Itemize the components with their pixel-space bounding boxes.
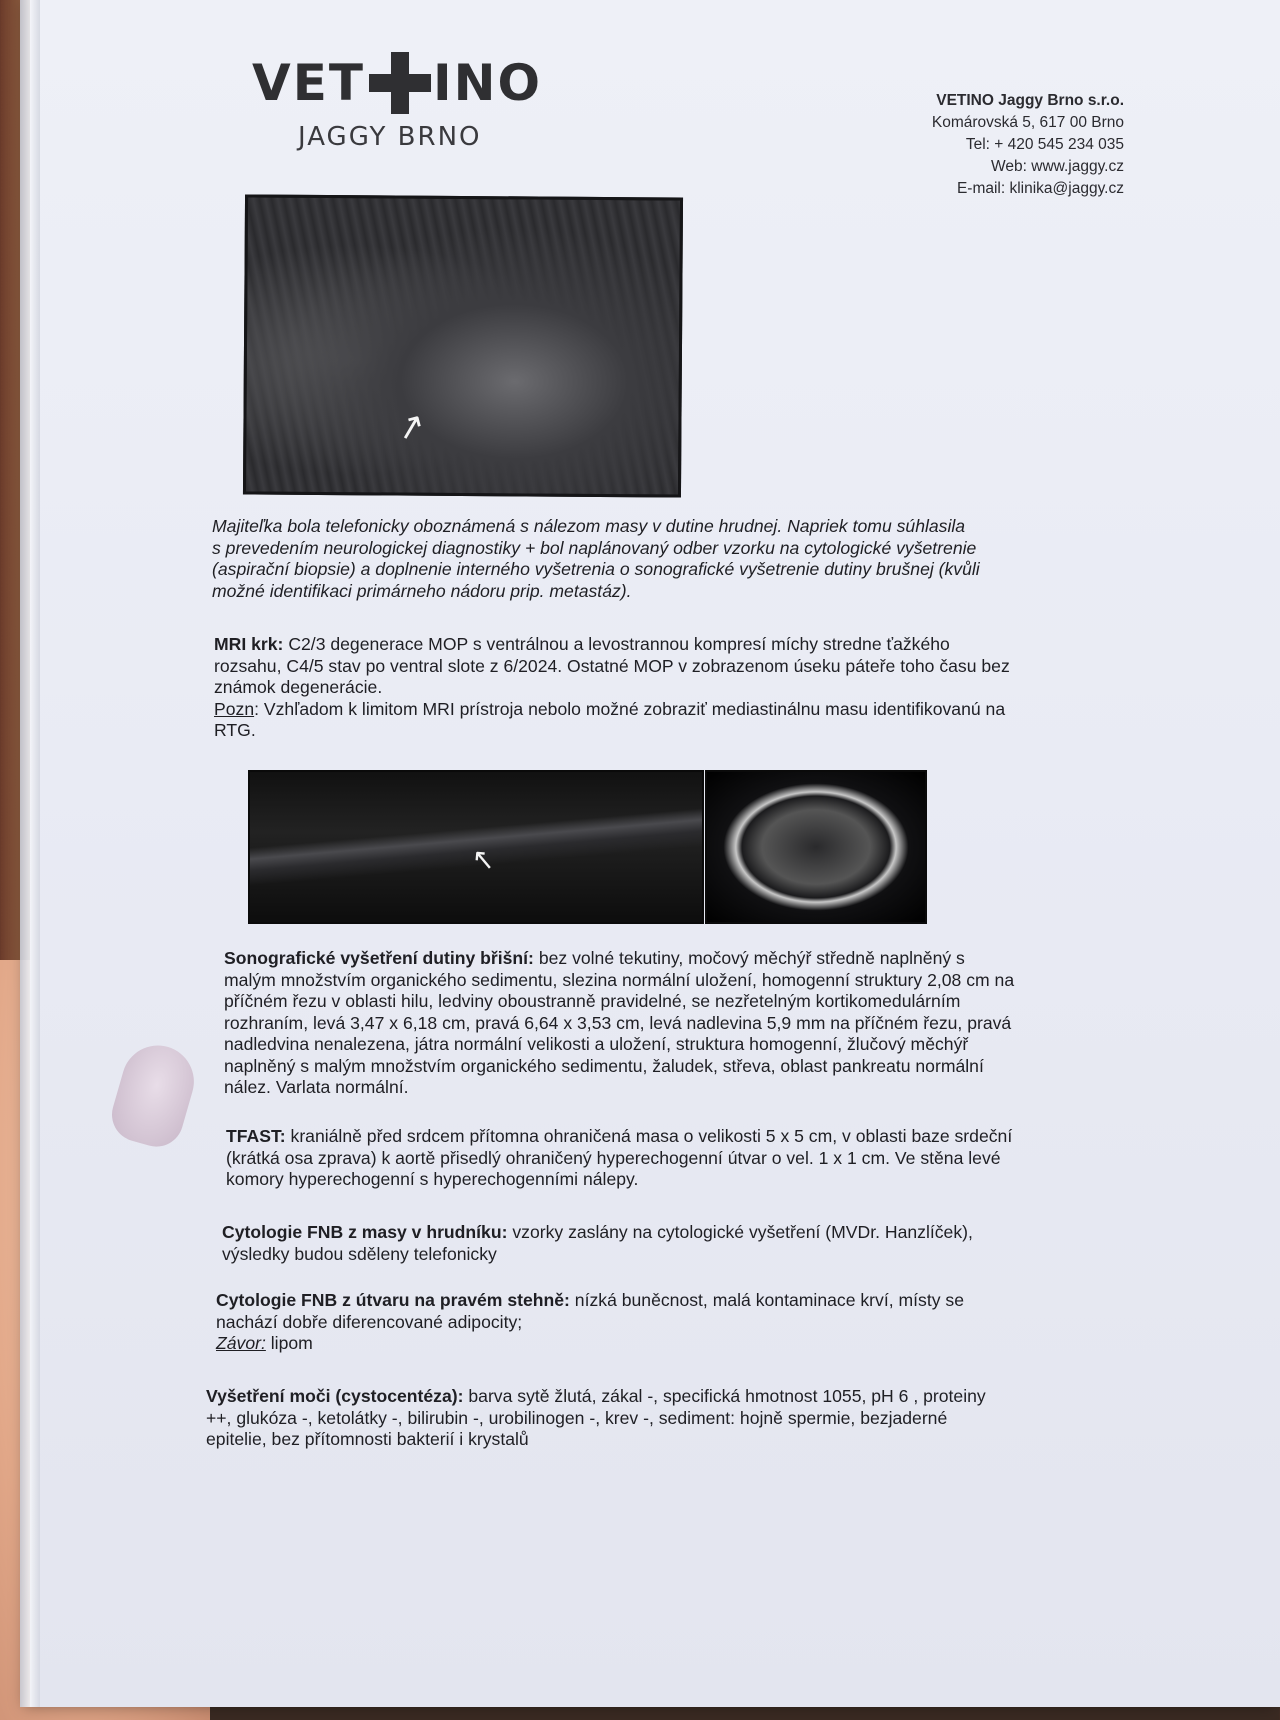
conclusion-value: lipom	[270, 1333, 313, 1353]
cytology-thigh-label: Cytologie FNB z útvaru na pravém stehně:	[216, 1290, 570, 1310]
intro-line: možné identifikaci primárneho nádoru prip. metastáz).	[212, 580, 632, 601]
company-address: Komárovská 5, 617 00 Brno	[931, 114, 1124, 131]
sono-line: nález. Varlata normální.	[224, 1077, 409, 1097]
urine-line: ++, glukóza -, ketolátky -, bilirubin -, urobilinogen -, krev -, sediment: hojně spermie, bezjaderné	[206, 1407, 948, 1428]
sono-line: rozhraním, levá 3,47 x 6,18 cm, pravá 6,64 x 3,53 cm, levá nadlevina 5,9 mm na příčném řezu, pravá	[224, 1012, 1012, 1033]
company-email: E-mail: klinika@jaggy.cz	[956, 180, 1124, 197]
logo-text-right: INO	[433, 54, 542, 112]
logo-subtitle: JAGGY BRNO	[298, 122, 482, 152]
tfast-line: kraniálně před srdcem přítomna ohraničená masa o velikosti 5 x 5 cm, v oblasti baze srdeční	[290, 1126, 1013, 1146]
clinic-contact	[932, 90, 1124, 200]
plastic-sleeve-edge	[20, 0, 40, 1707]
cytology-thigh-section	[216, 1290, 964, 1355]
note-line: : Vzhľadom k limitom MRI prístroja nebolo možné zobraziť mediastinálnu masu identifikovanú na	[254, 698, 1006, 719]
logo-text-left: VET	[252, 54, 365, 112]
tfast-label: TFAST:	[226, 1126, 286, 1146]
cytology-chest-label: Cytologie FNB z masy v hrudníku:	[222, 1222, 508, 1242]
vetino-logo	[252, 52, 542, 152]
mri-line: C2/3 degenerace MOP s ventrálnou a levostrannou kompresí míchy stredne ťažkého	[288, 634, 950, 654]
cytology-thigh-line: nachází dobře diferencované adipocity;	[216, 1311, 523, 1332]
note-label: Pozn	[214, 698, 255, 719]
sono-line: bez volné tekutiny, močový měchýř středně naplněný s	[538, 948, 965, 968]
cytology-thigh-line: nízká buněcnost, malá kontaminace krví, místy se	[574, 1290, 964, 1310]
cross-icon	[369, 52, 429, 114]
cytology-chest-section	[222, 1222, 973, 1265]
cytology-chest-line: vzorky zaslány na cytologické vyšetření (MVDr. Hanzlíček),	[512, 1222, 973, 1242]
intro-line: s prevedením neurologickej diagnostiky + bol naplánovaný odber vzorku na cytologické vyšetrenie	[212, 537, 977, 558]
xray-image	[243, 194, 683, 497]
intro-line: (aspirační biopsie) a doplnenie interného vyšetrenia o sonografické vyšetrenie dutiny brušnej (kvůli	[212, 559, 980, 579]
sono-label: Sonografické vyšetření dutiny břišní:	[224, 948, 534, 968]
intro-paragraph	[212, 516, 980, 602]
mri-sagittal-image	[248, 770, 704, 924]
tfast-line: (krátká osa zprava) k aortě přisedlý ohraničený hyperechogenní útvar o vel. 1 x 1 cm. Ve stěna levé	[226, 1147, 1001, 1168]
note-line: RTG.	[214, 720, 256, 740]
sono-section	[224, 948, 1014, 1099]
mri-line: známok degenerácie.	[214, 677, 383, 697]
company-web: Web: www.jaggy.cz	[991, 158, 1124, 175]
intro-line: Majiteľka bola telefonicky oboznámená s nálezom masy v dutine hrudnej. Napriek tomu súhlasila	[212, 516, 966, 536]
mri-line: rozsahu, C4/5 stav po ventral slote z 6/2024. Ostatné MOP v zobrazenom úseku páteře toho času bez	[214, 655, 1010, 676]
urine-line: epitelie, bez přítomnosti bakterií i krystalů	[206, 1429, 529, 1449]
conclusion-label: Závor:	[216, 1333, 266, 1353]
tfast-line: komory hyperechogenní s hyperechogenními nálepy.	[226, 1169, 639, 1189]
cytology-chest-line: výsledky budou sděleny telefonicky	[222, 1243, 497, 1264]
company-phone: Tel: + 420 545 234 035	[965, 136, 1124, 153]
sono-line: naplněný s malým množstvím organického sedimentu, žaludek, střeva, oblast pankreatu normální	[224, 1055, 984, 1076]
mri-section	[214, 634, 1010, 742]
arrow-icon: ↑	[388, 404, 434, 454]
company-name: VETINO Jaggy Brno s.r.o.	[936, 92, 1124, 109]
mri-transverse-image	[705, 770, 927, 924]
arrow-icon: ↑	[464, 840, 504, 881]
urine-line: barva sytě žlutá, zákal -, specifická hmotnost 1055, pH 6 , proteiny	[468, 1386, 986, 1406]
document-page	[30, 0, 1280, 1707]
urine-section	[206, 1386, 986, 1451]
tfast-section	[226, 1126, 1012, 1191]
sono-line: příčném řezu v oblasti hilu, ledviny oboustranně pravidelné, se nezřetelným kortikomedulárním	[224, 991, 961, 1011]
sono-line: nadledvina nenalezena, játra normální velikosti a uložení, struktura homogenní, žlučový měchýř	[224, 1034, 969, 1054]
sono-line: malým množstvím organického sedimentu, slezina normální uložení, homogenní struktury 2,08 cm na	[224, 969, 1015, 990]
urine-label: Vyšetření moči (cystocentéza):	[206, 1386, 464, 1406]
mri-label: MRI krk:	[214, 634, 284, 654]
